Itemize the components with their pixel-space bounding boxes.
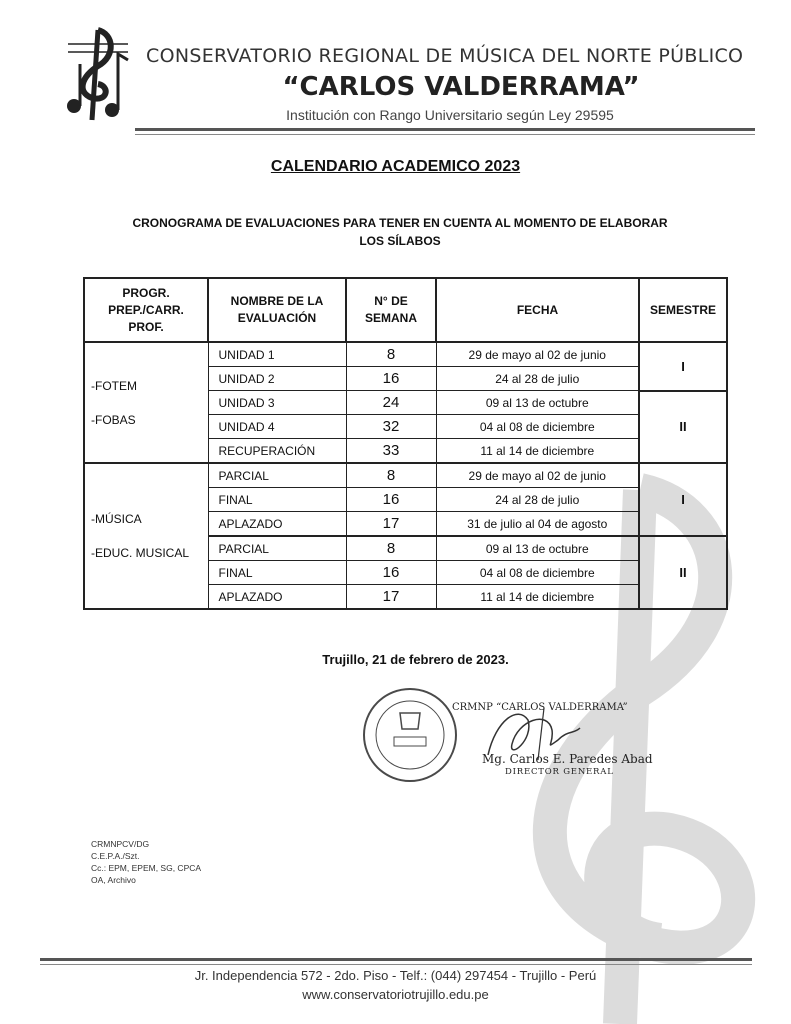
evaluation-name: PARCIAL <box>208 463 346 488</box>
header-week: N° DE SEMANA <box>346 278 436 342</box>
evaluation-name: UNIDAD 1 <box>208 342 346 367</box>
evaluation-name: UNIDAD 3 <box>208 391 346 415</box>
date-range: 29 de mayo al 02 de junio <box>436 342 639 367</box>
week-number: 16 <box>346 561 436 585</box>
week-number: 33 <box>346 439 436 464</box>
header-semester: SEMESTRE <box>639 278 727 342</box>
evaluation-name: FINAL <box>208 488 346 512</box>
signature-stamp: CRMNP “CARLOS VALDERRAMA” <box>452 702 628 713</box>
table-header-row <box>84 278 727 342</box>
date-range: 04 al 08 de diciembre <box>436 561 639 585</box>
evaluation-name: APLAZADO <box>208 512 346 537</box>
reference-codes: CRMNPCV/DG C.E.P.A./Szt. Cc.: EPM, EPEM, SG, CPCA OA, Archivo <box>91 839 202 885</box>
evaluation-name: APLAZADO <box>208 585 346 610</box>
footer-website: www.conservatoriotrujillo.edu.pe <box>302 987 489 1002</box>
header-divider-thin <box>135 134 755 135</box>
date-range: 11 al 14 de diciembre <box>436 439 639 464</box>
institution-rank: Institución con Rango Universitario según Ley 29595 <box>286 107 614 123</box>
week-number: 17 <box>346 585 436 610</box>
date-range: 09 al 13 de octubre <box>436 391 639 415</box>
week-number: 17 <box>346 512 436 537</box>
evaluation-schedule-table <box>83 277 728 610</box>
footer-address: Jr. Independencia 572 - 2do. Piso - Telf.: (044) 297454 - Trujillo - Perú <box>194 968 597 983</box>
page-subtitle: CRONOGRAMA DE EVALUACIONES PARA TENER EN CUENTA AL MOMENTO DE ELABORAR LOS SÍLABOS <box>132 216 668 248</box>
official-seal-icon <box>360 685 460 785</box>
date-range: 11 al 14 de diciembre <box>436 585 639 610</box>
semester-cell: I <box>639 463 727 536</box>
date-range: 24 al 28 de julio <box>436 367 639 391</box>
table-row <box>84 463 727 488</box>
institution-name: CONSERVATORIO REGIONAL DE MÚSICA DEL NORTE PÚBLICO <box>146 45 744 67</box>
evaluation-name: UNIDAD 2 <box>208 367 346 391</box>
institution-title: “CARLOS VALDERRAMA” <box>282 72 640 102</box>
date-range: 24 al 28 de julio <box>436 488 639 512</box>
evaluation-name: PARCIAL <box>208 536 346 561</box>
date-range: 09 al 13 de octubre <box>436 536 639 561</box>
week-number: 32 <box>346 415 436 439</box>
week-number: 24 <box>346 391 436 415</box>
semester-cell: I <box>639 342 727 391</box>
week-number: 8 <box>346 463 436 488</box>
date-range: 31 de julio al 04 de agosto <box>436 512 639 537</box>
evaluation-name: FINAL <box>208 561 346 585</box>
semester-cell: II <box>639 391 727 464</box>
semester-cell: II <box>639 536 727 609</box>
date-range: 04 al 08 de diciembre <box>436 415 639 439</box>
conservatory-logo-icon <box>62 24 132 122</box>
week-number: 8 <box>346 536 436 561</box>
week-number: 16 <box>346 488 436 512</box>
table-row <box>84 342 727 367</box>
evaluation-name: UNIDAD 4 <box>208 415 346 439</box>
place-date: Trujillo, 21 de febrero de 2023. <box>322 652 509 667</box>
header-program: PROGR. PREP./CARR. PROF. <box>84 278 208 342</box>
header-divider <box>135 128 755 131</box>
page-title: CALENDARIO ACADEMICO 2023 <box>270 158 521 175</box>
week-number: 8 <box>346 342 436 367</box>
footer-divider-thin <box>40 964 752 965</box>
evaluation-name: RECUPERACIÓN <box>208 439 346 464</box>
date-range: 29 de mayo al 02 de junio <box>436 463 639 488</box>
program-cell: -MÚSICA -EDUC. MUSICAL <box>84 463 208 609</box>
week-number: 16 <box>346 367 436 391</box>
signatory-role: DIRECTOR GENERAL <box>505 767 614 777</box>
signatory-name: Mg. Carlos E. Paredes Abad <box>482 752 653 766</box>
footer-divider <box>40 958 752 961</box>
header-date: FECHA <box>436 278 639 342</box>
header-evaluation: NOMBRE DE LA EVALUACIÓN <box>208 278 346 342</box>
program-cell: -FOTEM -FOBAS <box>84 342 208 463</box>
